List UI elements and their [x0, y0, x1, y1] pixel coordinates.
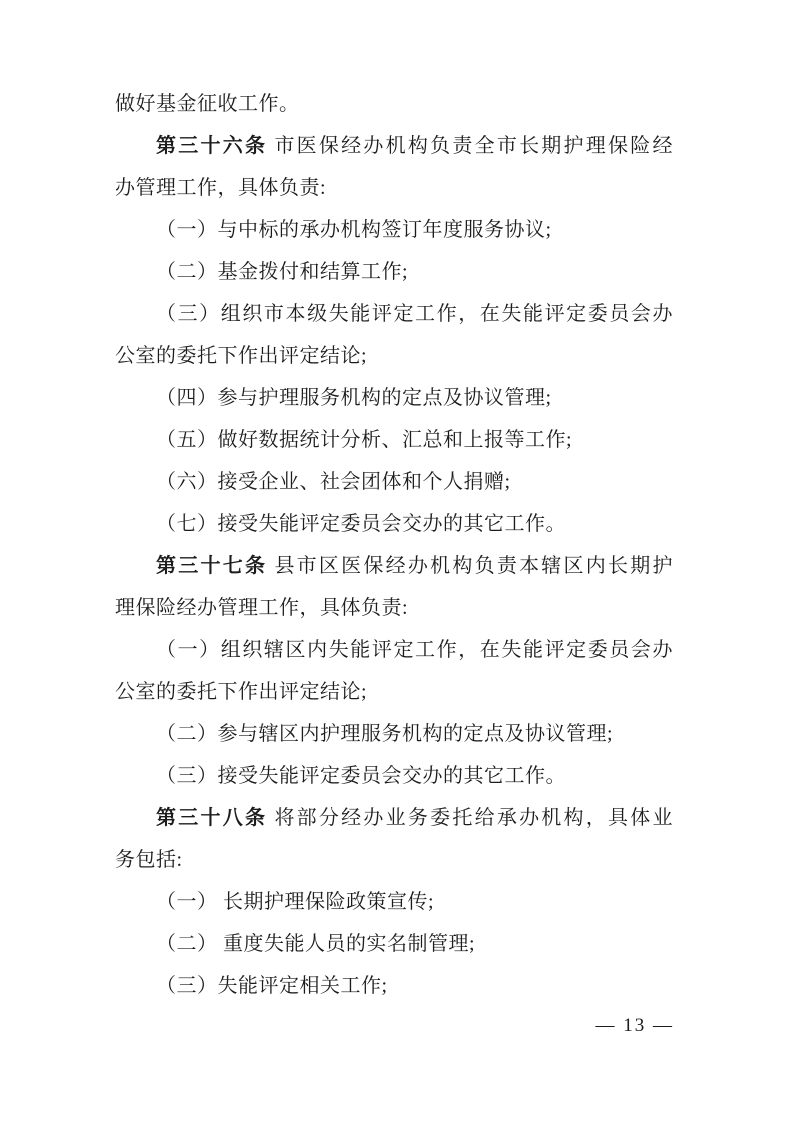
body-text: （五）做好数据统计分析、汇总和上报等工作; — [156, 429, 573, 451]
paragraph — [115, 251, 673, 293]
text-line — [115, 797, 673, 839]
paragraph — [115, 377, 673, 419]
body-text: 公室的委托下作出评定结论; — [115, 345, 368, 367]
text-line — [115, 293, 673, 335]
paragraph — [115, 83, 673, 125]
paragraph — [115, 797, 673, 881]
text-line — [115, 839, 673, 881]
paragraph — [115, 293, 673, 377]
text-line — [115, 335, 673, 377]
body-text: （一）组织辖区内失能评定工作，在失能评定委员会办 — [156, 639, 673, 661]
paragraph — [115, 629, 673, 713]
body-text: 将部分经办业务委托给承办机构，具体业 — [267, 807, 674, 829]
body-text: （三）失能评定相关工作; — [156, 975, 388, 997]
body-text: （一）与中标的承办机构签订年度服务协议; — [156, 219, 552, 241]
body-text: 市医保经办机构负责全市长期护理保险经 — [267, 135, 674, 157]
article-number: 第三十七条 — [156, 555, 268, 577]
text-line — [115, 671, 673, 713]
text-line — [115, 545, 673, 587]
body-text: （三）组织市本级失能评定工作，在失能评定委员会办 — [156, 303, 673, 325]
text-line — [115, 755, 673, 797]
article-number: 第三十八条 — [156, 807, 268, 829]
paragraph — [115, 923, 673, 965]
text-line — [115, 125, 673, 167]
text-line — [115, 419, 673, 461]
paragraph — [115, 419, 673, 461]
body-text: 公室的委托下作出评定结论; — [115, 681, 368, 703]
text-line — [115, 83, 673, 125]
text-line — [115, 629, 673, 671]
paragraph — [115, 461, 673, 503]
text-line — [115, 965, 673, 1007]
body-text: （三）接受失能评定委员会交办的其它工作。 — [156, 765, 566, 787]
text-line — [115, 587, 673, 629]
body-text: 理保险经办管理工作，具体负责: — [115, 597, 409, 619]
paragraph — [115, 755, 673, 797]
body-text: 务包括: — [115, 849, 183, 871]
text-line — [115, 377, 673, 419]
paragraph — [115, 713, 673, 755]
text-line — [115, 461, 673, 503]
paragraph — [115, 125, 673, 209]
paragraph — [115, 209, 673, 251]
text-line — [115, 713, 673, 755]
page-number: — 13 — — [595, 1015, 674, 1036]
document-body — [115, 83, 673, 1007]
body-text: 做好基金征收工作。 — [115, 93, 300, 115]
paragraph — [115, 545, 673, 629]
body-text: （二）基金拨付和结算工作; — [156, 261, 409, 283]
body-text: 办管理工作，具体负责: — [115, 177, 327, 199]
paragraph — [115, 881, 673, 923]
article-number: 第三十六条 — [156, 135, 268, 157]
text-line — [115, 251, 673, 293]
paragraph — [115, 503, 673, 545]
body-text: （六）接受企业、社会团体和个人捐赠; — [156, 471, 511, 493]
body-text: （四）参与护理服务机构的定点及协议管理; — [156, 387, 552, 409]
paragraph — [115, 965, 673, 1007]
text-line — [115, 167, 673, 209]
body-text: （一） 长期护理保险政策宣传; — [156, 891, 435, 913]
body-text: （七）接受失能评定委员会交办的其它工作。 — [156, 513, 566, 535]
body-text: 县市区医保经办机构负责本辖区内长期护 — [267, 555, 674, 577]
body-text: （二）参与辖区内护理服务机构的定点及协议管理; — [156, 723, 614, 745]
body-text: （二） 重度失能人员的实名制管理; — [156, 933, 476, 955]
text-line — [115, 209, 673, 251]
text-line — [115, 503, 673, 545]
text-line — [115, 923, 673, 965]
text-line — [115, 881, 673, 923]
